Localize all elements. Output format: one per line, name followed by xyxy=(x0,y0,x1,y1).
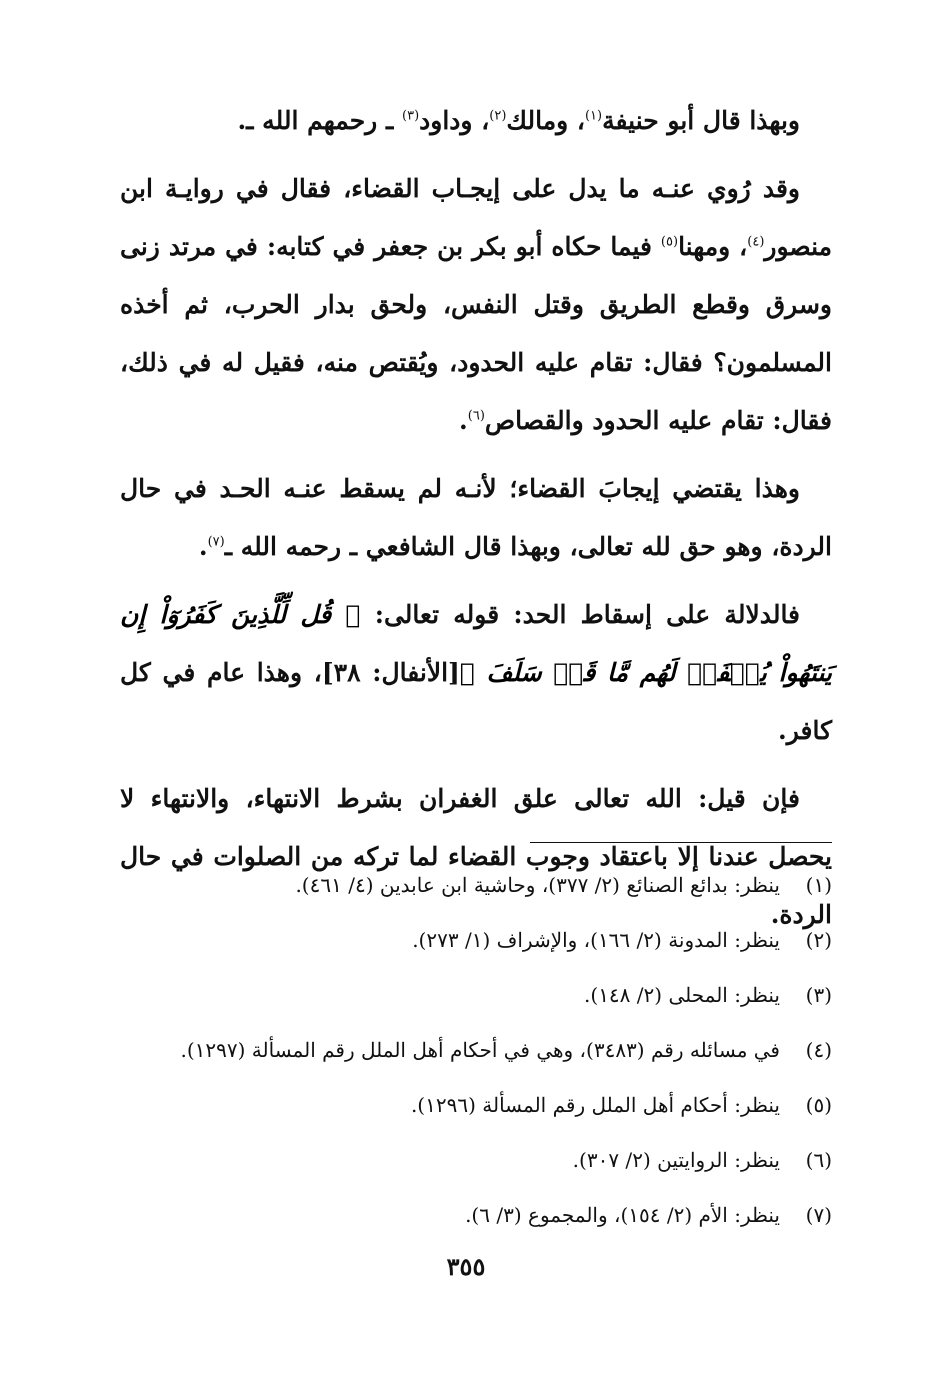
quran-verse: ﴿ قُل لِّلَّذِينَ كَفَرُوٓاْ إِن يَنتَهُواْ يُغۡفَرۡ لَهُم مَّا قَدۡ سَلَفَ ﴾ xyxy=(120,600,832,687)
footnote-number: (٣) xyxy=(805,983,832,1007)
paragraph-text: وهذا يقتضي إيجابَ القضاء؛ لأنـه لم يسقط عنـه الحـد في حال الردة، وهو حق لله تعالى، وبهذا قال الشافعي ـ رحمه الله ـ xyxy=(120,474,832,561)
paragraph-text: ، وداود xyxy=(419,106,490,135)
paragraph-text: وقد رُوي عنـه ما يدل على إيجـاب القضاء، فقال في روايـة ابن منصور xyxy=(120,174,833,261)
footnote-number: (٦) xyxy=(805,1148,832,1172)
footnote-number: (٧) xyxy=(805,1203,832,1227)
footnote-number: (١) xyxy=(805,873,832,897)
footnote-text: ينظر: أحكام أهل الملل رقم المسألة (١٢٩٦). xyxy=(410,1093,780,1117)
footnote-text: ينظر: المحلى (٢/ ١٤٨). xyxy=(584,983,780,1007)
footnote-text: في مسائله رقم (٣٤٨٣)، وهي في أحكام أهل الملل رقم المسألة (١٢٩٧). xyxy=(180,1038,780,1062)
footnote-marker: (٦) xyxy=(467,408,485,424)
paragraph xyxy=(120,92,832,150)
paragraph-text: ، ومالك xyxy=(506,106,585,135)
footnote-item xyxy=(120,1133,832,1188)
footnote-item xyxy=(120,1078,832,1133)
footnote-marker: (٣) xyxy=(402,108,420,124)
footnote-marker: (٤) xyxy=(747,234,765,250)
footnote-item xyxy=(120,913,832,968)
footnote-item xyxy=(120,858,832,913)
paragraph-text: ـ رحمهم الله ـ. xyxy=(237,106,402,135)
footnotes-section xyxy=(120,858,832,1243)
paragraph-text: ، ومهنا xyxy=(678,232,748,261)
footnote-item xyxy=(120,968,832,1023)
page-number: ٣٥٥ xyxy=(446,1252,486,1281)
paragraph xyxy=(120,460,832,576)
footnote-marker: (١) xyxy=(584,108,603,124)
paragraph-text: فيما حكاه أبو بكر بن جعفر في كتابه: في مرتد زنى وسرق وقطع الطريق وقتل النفس، ولحق بدار الحرب، ثم أخذه المسلمون؟ فقال: تقام عليه الحدود، ويُقتص منه، فقيل له في ذلك، فقال: تقام عليه الحدود والقصاص xyxy=(120,232,832,435)
footnote-text: ينظر: الأم (٢/ ١٥٤)، والمجموع (٣/ ٦). xyxy=(465,1203,780,1227)
footnote-number: (٤) xyxy=(805,1038,832,1062)
footnote-number: (٢) xyxy=(805,928,832,952)
footnote-marker: (٢) xyxy=(489,108,507,124)
paragraph-text: [الأنفال: ٣٨]، وهذا عام في كل كافر. xyxy=(120,658,832,745)
paragraph xyxy=(120,160,832,450)
footnote-marker: (٧) xyxy=(207,534,225,550)
footnote-item xyxy=(120,1188,832,1243)
paragraph-text: فإن قيل: الله تعالى علق الغفران بشرط الانتهاء، والانتهاء لا يحصل عندنا إلا باعتقاد وجوب القضاء لما تركه من الصلوات في حال الردة. xyxy=(120,784,832,929)
footnote-text: ينظر: الروايتين (٢/ ٣٠٧). xyxy=(572,1148,780,1172)
footnote-text: ينظر: بدائع الصنائع (٢/ ٣٧٧)، وحاشية ابن عابدين (٤/ ٤٦١). xyxy=(295,873,780,897)
paragraph xyxy=(120,586,832,760)
footnote-number: (٥) xyxy=(805,1093,832,1117)
paragraph-text: وبهذا قال أبو حنيفة xyxy=(602,106,800,135)
paragraph-text: . xyxy=(459,406,468,435)
main-text xyxy=(120,92,832,954)
footnote-marker: (٥) xyxy=(660,234,679,250)
paragraph-text: فالدلالة على إسقاط الحد: قوله تعالى: xyxy=(360,600,801,629)
footnote-divider xyxy=(530,842,832,843)
footnote-item xyxy=(120,1023,832,1078)
paragraph-text: . xyxy=(198,532,208,561)
footnote-text: ينظر: المدونة (٢/ ١٦٦)، والإشراف (١/ ٢٧٣). xyxy=(412,928,780,952)
